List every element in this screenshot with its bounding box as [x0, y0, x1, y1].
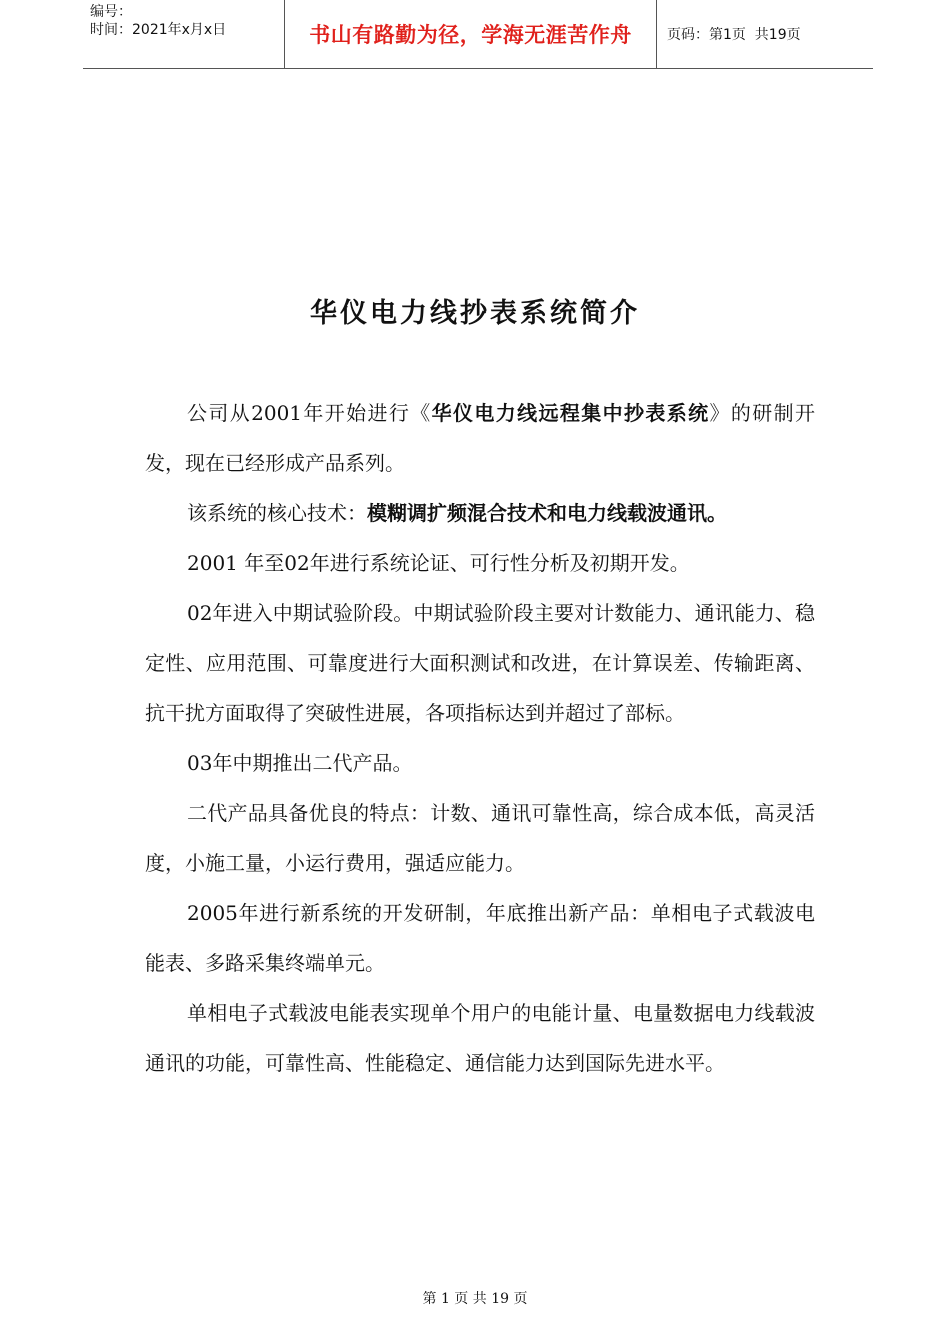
header-page-cell	[657, 0, 873, 68]
paragraph-1-text-a: 公司从2001年开始进行《	[187, 401, 432, 425]
paragraph-8: 单相电子式载波电能表实现单个用户的电能计量、电量数据电力线载波通讯的功能，可靠性高、性能稳定、通信能力达到国际先进水平。	[145, 1001, 815, 1075]
paragraph-7: 2005年进行新系统的开发研制，年底推出新产品：单相电子式载波电能表、多路采集终端单元。	[145, 901, 815, 975]
document-title: 华仪电力线抄表系统简介	[310, 298, 640, 329]
header-page-info: 页码：第1页 共19页	[667, 27, 801, 43]
paragraph-1-text-b: 》的研制开发，现在已经形成产品系列。	[145, 401, 816, 475]
paragraph-4: 02年进入中期试验阶段。中期试验阶段主要对计数能力、通讯能力、稳定性、应用范围、可靠度进行大面积测试和改进，在计算误差、传输距离、抗干扰方面取得了突破性进展，各项指标达到并超过了部标。	[145, 601, 815, 725]
paragraph-5: 03年中期推出二代产品。	[187, 751, 413, 775]
document-body	[145, 388, 815, 1088]
paragraph-1-bold: 华仪电力线远程集中抄表系统	[431, 401, 710, 425]
header-table	[83, 0, 873, 69]
document-number-label: 编号：	[90, 4, 132, 20]
page-footer: 第 1 页 共 19 页	[422, 1291, 528, 1307]
paragraph-2	[145, 488, 815, 538]
paragraph-3: 2001 年至02年进行系统论证、可行性分析及初期开发。	[187, 551, 690, 575]
paragraph-2-bold: 模糊调扩频混合技术和电力线载波通讯。	[367, 501, 727, 525]
header-motto-cell	[285, 0, 657, 68]
document-time-label: 时间：2021年x月x日	[90, 22, 227, 38]
header-meta-cell	[83, 0, 285, 68]
paragraph-1	[145, 388, 815, 488]
header-motto: 书山有路勤为径，学海无涯苦作舟	[309, 23, 632, 47]
paragraph-6: 二代产品具备优良的特点：计数、通讯可靠性高，综合成本低，高灵活度，小施工量，小运行费用，强适应能力。	[145, 801, 815, 875]
paragraph-2-text: 该系统的核心技术：	[187, 501, 367, 525]
